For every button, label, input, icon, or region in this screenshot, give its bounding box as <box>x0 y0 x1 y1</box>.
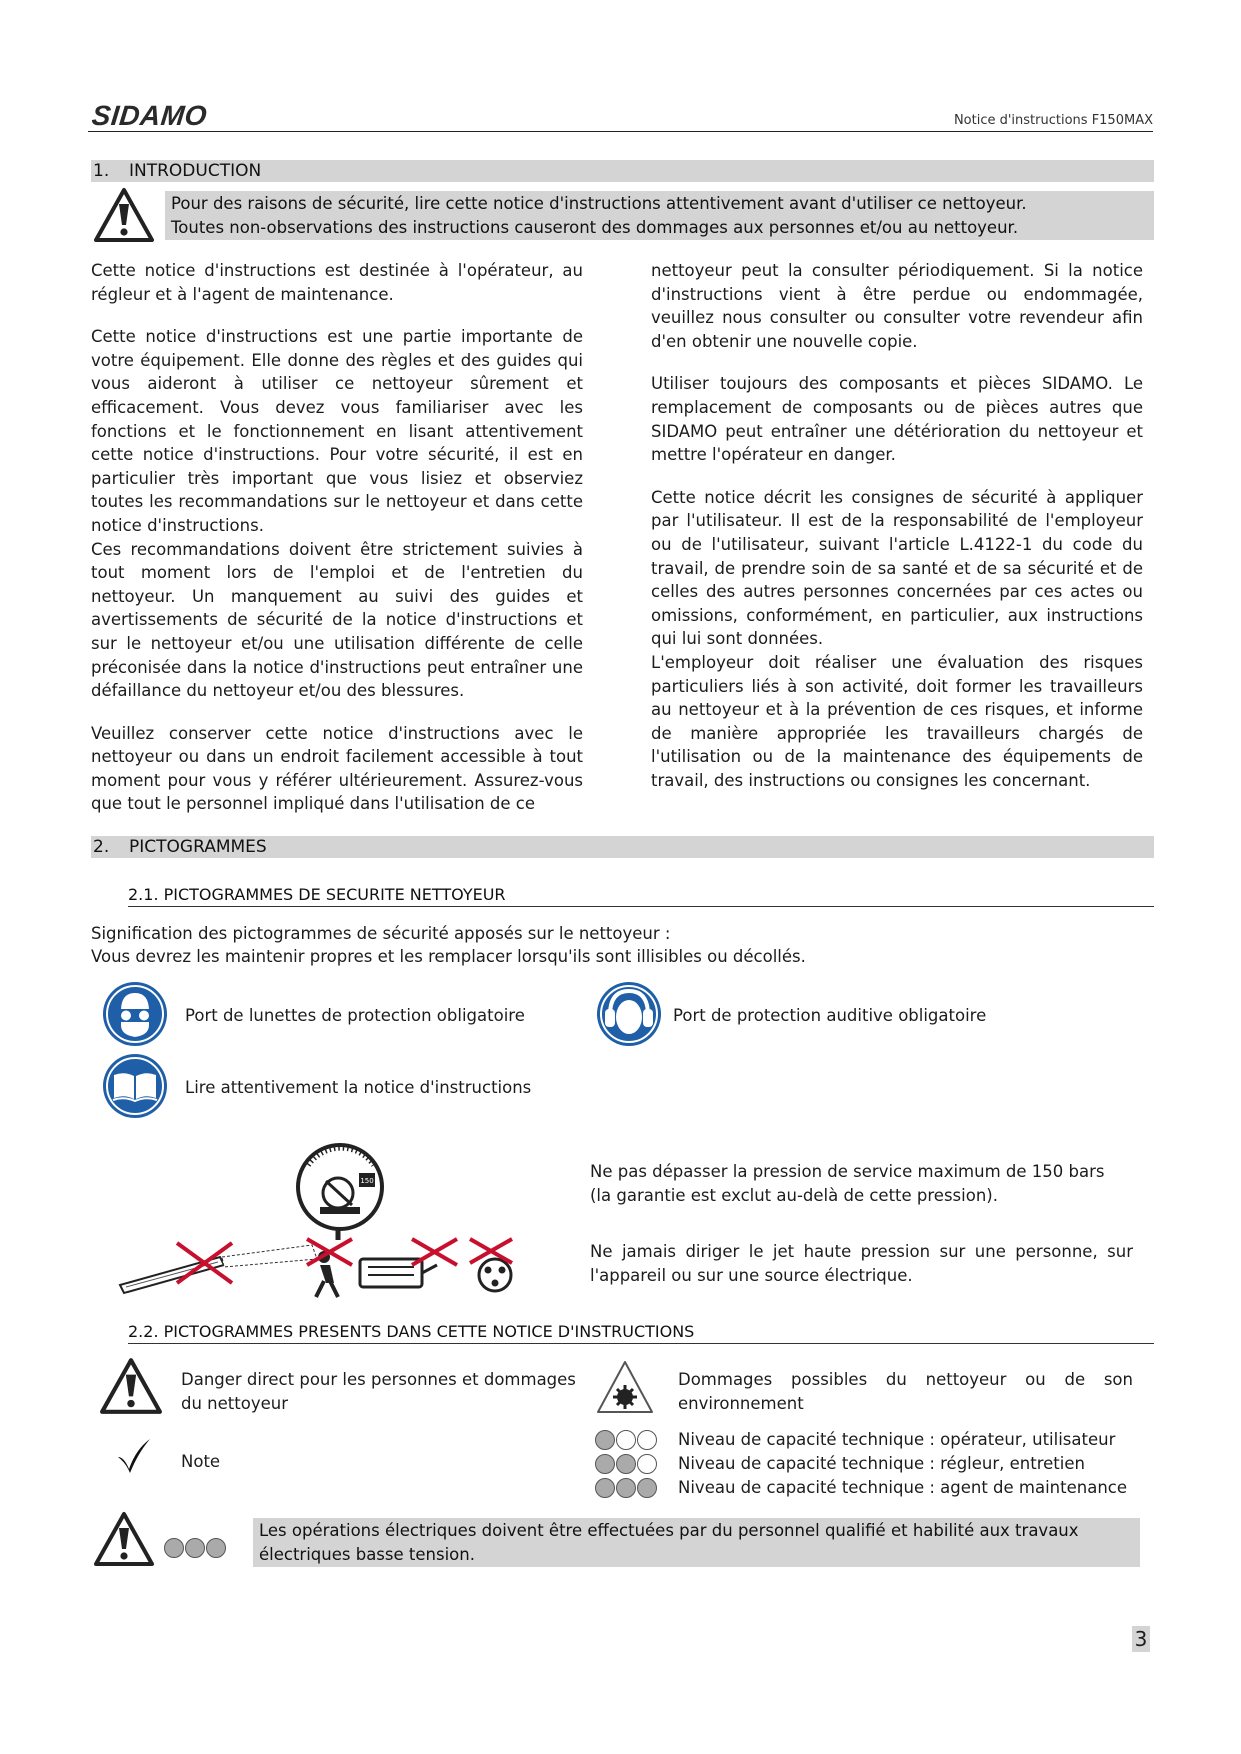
section-2-title: PICTOGRAMMES <box>129 837 267 857</box>
intro-right-paragraph: L'employeur doit réaliser une évaluation des risques particuliers liés à son activité, doit former les travailleurs au nettoyeur et à la prévention de ces risques, et informe de manière appropriée les travailleurs chargés de l'utilisation ou de la maintenance des équipements de travail, des instructions ou consignes les concernant. <box>651 652 1143 790</box>
gauge-value-label: 150 <box>360 1177 374 1185</box>
level-dot <box>595 1454 615 1474</box>
goggles-label: Port de lunettes de protection obligatoire <box>185 1006 525 1025</box>
subsection-2-2-title: 2.2. PICTOGRAMMES PRESENTS DANS CETTE NOTICE D'INSTRUCTIONS <box>128 1322 695 1341</box>
intro-right-paragraph: Utiliser toujours des composants et pièces SIDAMO. Le remplacement de composants ou de pièces autres que SIDAMO peut entraîner une détérioration du nettoyeur et mettre l'opérateur en danger. <box>651 374 1143 465</box>
level-dot <box>164 1538 184 1558</box>
section-2-number: 2. <box>93 837 110 857</box>
skill-level-3-icon <box>164 1538 226 1558</box>
subsection-rule <box>128 1343 1154 1344</box>
electrical-warning-box <box>253 1518 1140 1567</box>
subsection-2-1-title: 2.1. PICTOGRAMMES DE SECURITE NETTOYEUR <box>128 885 506 904</box>
safety-warning-box <box>165 191 1154 240</box>
intro-right-paragraph: nettoyeur peut la consulter périodiquement. Si la notice d'instructions vient à être perdue ou endommagée, veuillez nous consulter ou consulter votre revendeur afin d'en obtenir une nouvelle copie. <box>651 261 1143 351</box>
warning-triangle-icon <box>93 187 155 243</box>
pressure-limit-line-1: Ne pas dépasser la pression de service maximum de 150 bars <box>590 1162 1105 1181</box>
safety-goggles-icon <box>102 981 168 1047</box>
brand-logo: SIDAMO <box>90 100 209 131</box>
pictogram-intro-line-1: Signification des pictogrammes de sécurité apposés sur le nettoyeur : <box>91 924 671 943</box>
section-1-heading <box>91 160 1154 182</box>
danger-triangle-icon <box>99 1357 163 1415</box>
skill-level-2-label: Niveau de capacité technique : régleur, entretien <box>678 1454 1085 1473</box>
level-dot <box>595 1430 615 1450</box>
warning-line-2: Toutes non-observations des instructions causeront des dommages aux personnes et/ou au nettoyeur. <box>171 217 1019 237</box>
intro-left-paragraph: Veuillez conserver cette notice d'instructions avec le nettoyeur ou dans un endroit facilement accessible à tout moment pour vous y référer ultérieurement. Assurez-vous que tout le personnel impliqué dans l'utilisation de ce <box>91 723 583 814</box>
skill-level-2-icon <box>595 1454 657 1474</box>
intro-left-paragraph: Cette notice d'instructions est une partie importante de votre équipement. Elle donne des règles et des guides qui vous aideront à utiliser ce nettoyeur sûrement et efficacement. Vous devez vous familiariser avec les fonctions et le fonctionnement en lisant attentivement cette notice d'instructions. Pour votre sécurité, il est en particulier très important que vous lisiez et observiez toutes les recommandations sur le nettoyeur et dans cette notice d'instructions. <box>91 327 583 535</box>
read-manual-icon <box>102 1053 168 1119</box>
machine-icon <box>360 1259 437 1287</box>
skill-level-1-icon <box>595 1430 657 1450</box>
intro-right-paragraph: Cette notice décrit les consignes de sécurité à appliquer par l'utilisateur. Il est de la responsabilité de l'employeur ou de l'utilisateur, suivant l'article L.4122-1 du code du travail, de prendre soin de sa santé et de sa sécurité et de celles des autres personnes concernées par ces actes ou omissions, conformément, en particulier, aux instructions qui lui sont données. <box>651 487 1143 649</box>
no-spray-cross-icon <box>412 1239 457 1265</box>
note-label: Note <box>181 1452 221 1471</box>
header-rule <box>88 131 1153 132</box>
level-dot <box>616 1430 636 1450</box>
intro-right-column <box>651 259 1143 811</box>
pictogram-intro-line-2: Vous devrez les maintenir propres et les remplacer lorsqu'ils sont illisibles ou décollés. <box>91 947 806 966</box>
warning-line-1: Pour des raisons de sécurité, lire cette notice d'instructions attentivement avant d'utiliser ce nettoyeur. <box>171 194 1027 213</box>
skill-level-3-icon <box>595 1478 657 1498</box>
document-title: Notice d'instructions F150MAX <box>953 113 1153 128</box>
ear-protection-label: Port de protection auditive obligatoire <box>673 1006 987 1025</box>
level-dot <box>637 1478 657 1498</box>
level-dot <box>637 1430 657 1450</box>
page-number: 3 <box>1132 1626 1150 1652</box>
machine-damage-triangle-icon <box>595 1359 655 1415</box>
section-1-number: 1. <box>93 161 110 181</box>
level-dot <box>637 1454 657 1474</box>
checkmark-icon <box>114 1435 154 1475</box>
skill-level-3-label: Niveau de capacité technique : agent de maintenance <box>678 1478 1128 1497</box>
manual-label: Lire attentivement la notice d'instructions <box>185 1078 532 1097</box>
level-dot <box>616 1454 636 1474</box>
electric-socket-icon <box>479 1259 511 1291</box>
ear-protection-icon <box>596 981 662 1047</box>
section-1-title: INTRODUCTION <box>129 161 262 181</box>
level-dot <box>206 1538 226 1558</box>
intro-left-paragraph: Ces recommandations doivent être strictement suivies à tout moment lors de l'emploi et de l'entretien du nettoyeur. Un manquement au suivi des guides et avertissements de sécurité de la notice d'instructions et sur le nettoyeur et/ou une utilisation différente de celle préconisée dans la notice d'instructions peut entraîner une défaillance du nettoyeur et/ou des blessures. <box>91 539 583 701</box>
electrical-warning-triangle-icon <box>93 1511 155 1567</box>
pressure-limit-line-2: (la garantie est exclut au-delà de cette pression). <box>590 1186 998 1205</box>
level-dot <box>595 1478 615 1498</box>
electrical-warning-text: Les opérations électriques doivent être effectuées par du personnel qualifié et habilité aux travaux électriques basse tension. <box>259 1521 1079 1564</box>
pressure-gauge-icon <box>298 1145 382 1240</box>
jet-direction-warning: Ne jamais diriger le jet haute pression sur une personne, sur l'appareil ou sur une source électrique. <box>590 1242 1133 1285</box>
skill-level-1-label: Niveau de capacité technique : opérateur, utilisateur <box>678 1430 1116 1449</box>
subsection-rule <box>128 906 1154 907</box>
level-dot <box>616 1478 636 1498</box>
pressure-jet-illustration <box>112 1135 572 1300</box>
intro-left-column <box>91 259 583 835</box>
section-2-heading <box>91 836 1154 858</box>
level-dot <box>185 1538 205 1558</box>
intro-left-paragraph: Cette notice d'instructions est destinée à l'opérateur, au régleur et à l'agent de maintenance. <box>91 261 583 304</box>
danger-description: Danger direct pour les personnes et dommages du nettoyeur <box>181 1370 576 1413</box>
damage-description: Dommages possibles du nettoyeur ou de son environnement <box>678 1370 1133 1413</box>
